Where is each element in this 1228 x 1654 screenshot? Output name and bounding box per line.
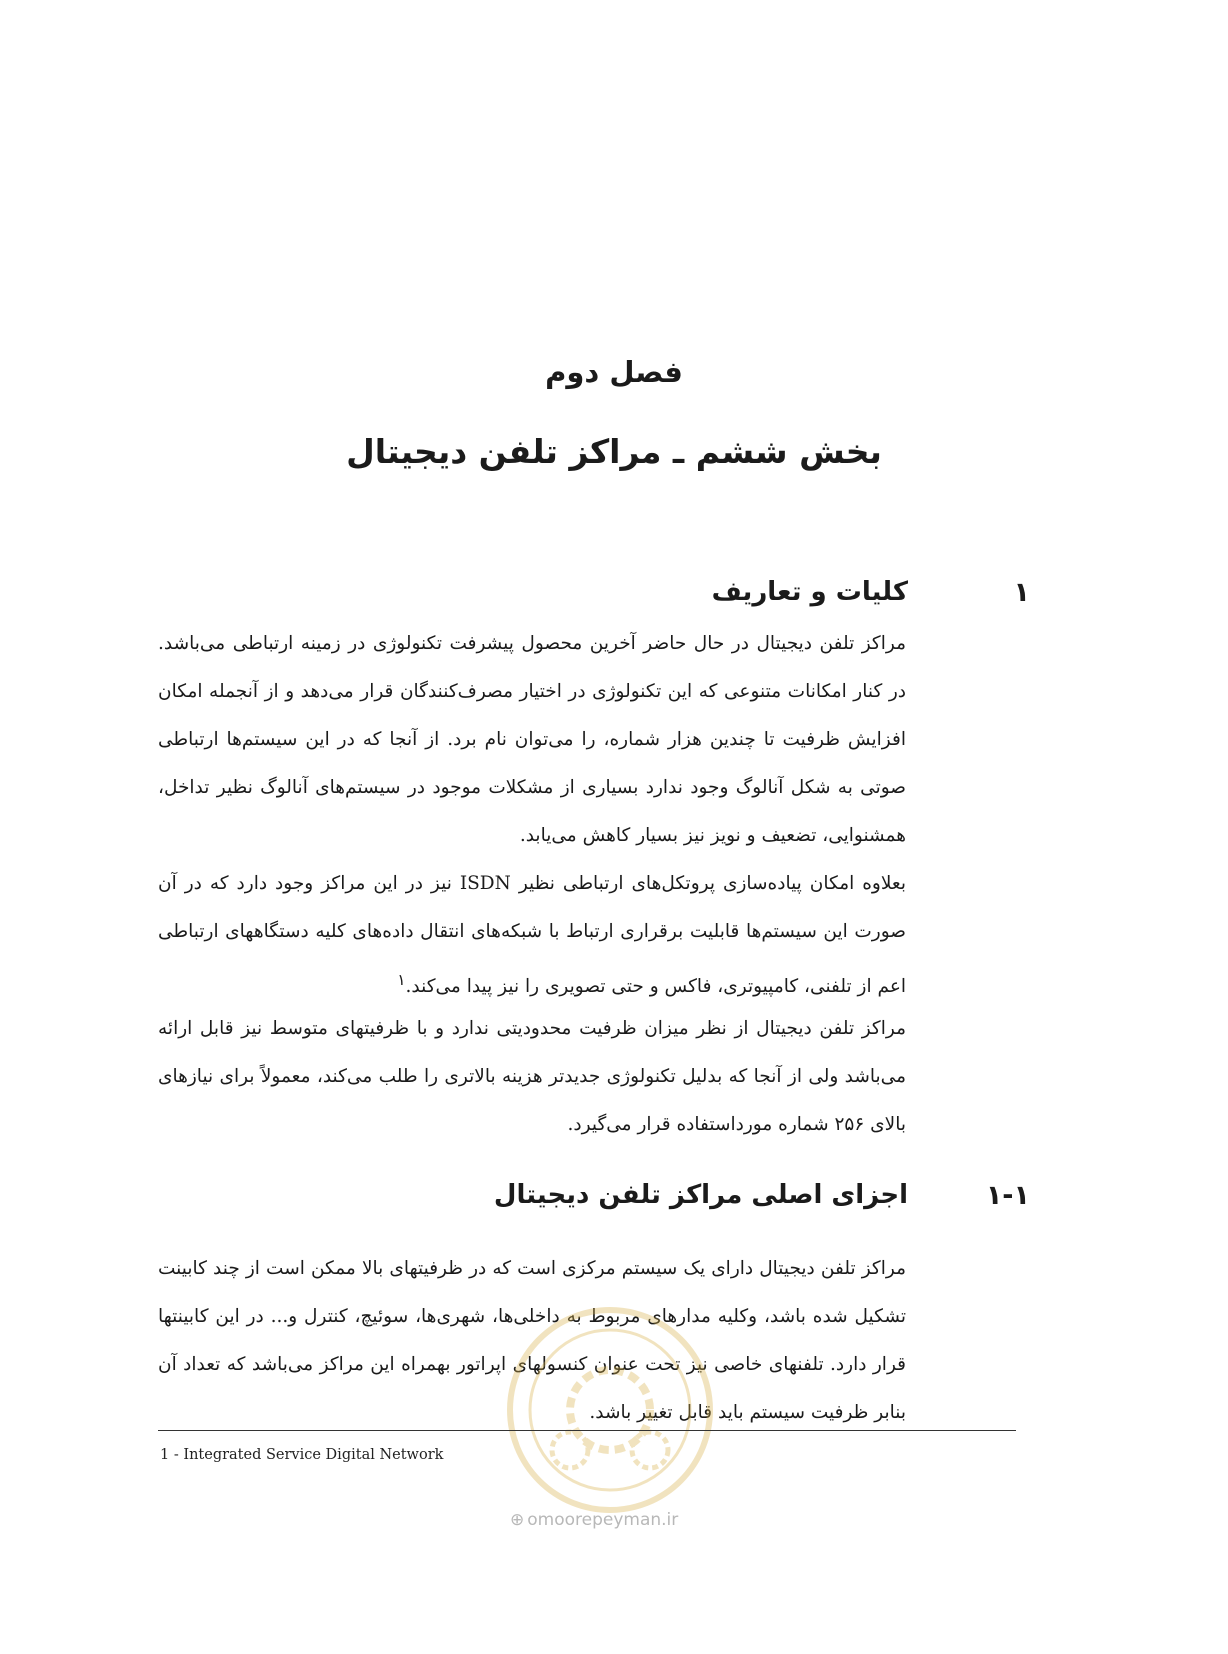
section-heading-1-1 xyxy=(150,1180,1030,1220)
heading-number: ۱-۱ xyxy=(985,1180,1030,1211)
section-heading-1 xyxy=(150,577,1030,617)
watermark-seal-icon xyxy=(500,1300,720,1520)
paragraph-components: مراکز تلفن دیجیتال دارای یک سیستم مرکزی است که در ظرفیتهای بالا ممکن است از چند کابینت تشکیل شده باشد، وکلیه مدارهای مربوط به داخلی‌ها، شهری‌ها، سوئیچ، کنترل و... در این کابینتها قرار دارد. تلفنهای خاصی نیز تحت عنوان کنسولهای اپراتور بهمراه این مراکز می‌باشد که تعداد آن بنابر ظرفیت سیستم باید قابل تغییر باشد. xyxy=(158,1258,906,1423)
heading-text: اجزای اصلی مراکز تلفن دیجیتال xyxy=(493,1180,908,1210)
paragraph-isdn xyxy=(158,860,906,1011)
footnote-marker: ۱ xyxy=(397,971,406,989)
paragraph-isdn-text: بعلاوه امکان پیاده‌سازی پروتکل‌های ارتباطی نظیر ISDN نیز در این مراکز وجود دارد که در آن صورت این سیستم‌ها قابلیت برقراری ارتباط با شبکه‌های انتقال داده‌های کلیه دستگاههای ارتباطی اعم از تلفنی، کامپیوتری، فاکس و حتی تصویری را نیز پیدا می‌کند. xyxy=(158,873,906,998)
footnote-divider xyxy=(158,1430,1016,1431)
paragraph-intro: مراکز تلفن دیجیتال در حال حاضر آخرین محصول پیشرفت تکنولوژی در زمینه ارتباطی می‌باشد. در کنار امکانات متنوعی که این تکنولوژی در اختیار مصرف‌کنندگان قرار می‌دهد و از آنجمله امکان افزایش ظرفیت تا چندین هزار شماره، را می‌توان نام برد. از آنجا که در این سیستم‌ها ارتباطی صوتی به شکل آنالوگ وجود ندارد بسیاری از مشکلات موجود در سیستم‌های آنالوگ نظیر تداخل، همشنوایی، تضعیف و نویز نیز بسیار کاهش می‌یابد. xyxy=(158,633,906,846)
watermark-url-text: omoorepeyman.ir xyxy=(527,1510,679,1530)
section-title: بخش ششم ـ مراکز تلفن دیجیتال xyxy=(346,432,882,471)
globe-icon: ⊕ xyxy=(510,1510,525,1530)
heading-number: ۱ xyxy=(1013,577,1030,608)
watermark-url xyxy=(510,1510,678,1530)
paragraph-capacity: مراکز تلفن دیجیتال از نظر میزان ظرفیت محدودیتی ندارد و با ظرفیتهای متوسط نیز قابل ارائه می‌باشد ولی از آنجا که بدلیل تکنولوژی جدیدتر هزینه بالاتری را طلب می‌کند، معمولاً برای نیازهای بالای ۲۵۶ شماره مورداستفاده قرار می‌گیرد. xyxy=(158,1018,906,1135)
footnote: 1 - Integrated Service Digital Network xyxy=(160,1447,444,1463)
heading-text: کلیات و تعاریف xyxy=(711,577,908,607)
chapter-title: فصل دوم xyxy=(545,355,683,389)
